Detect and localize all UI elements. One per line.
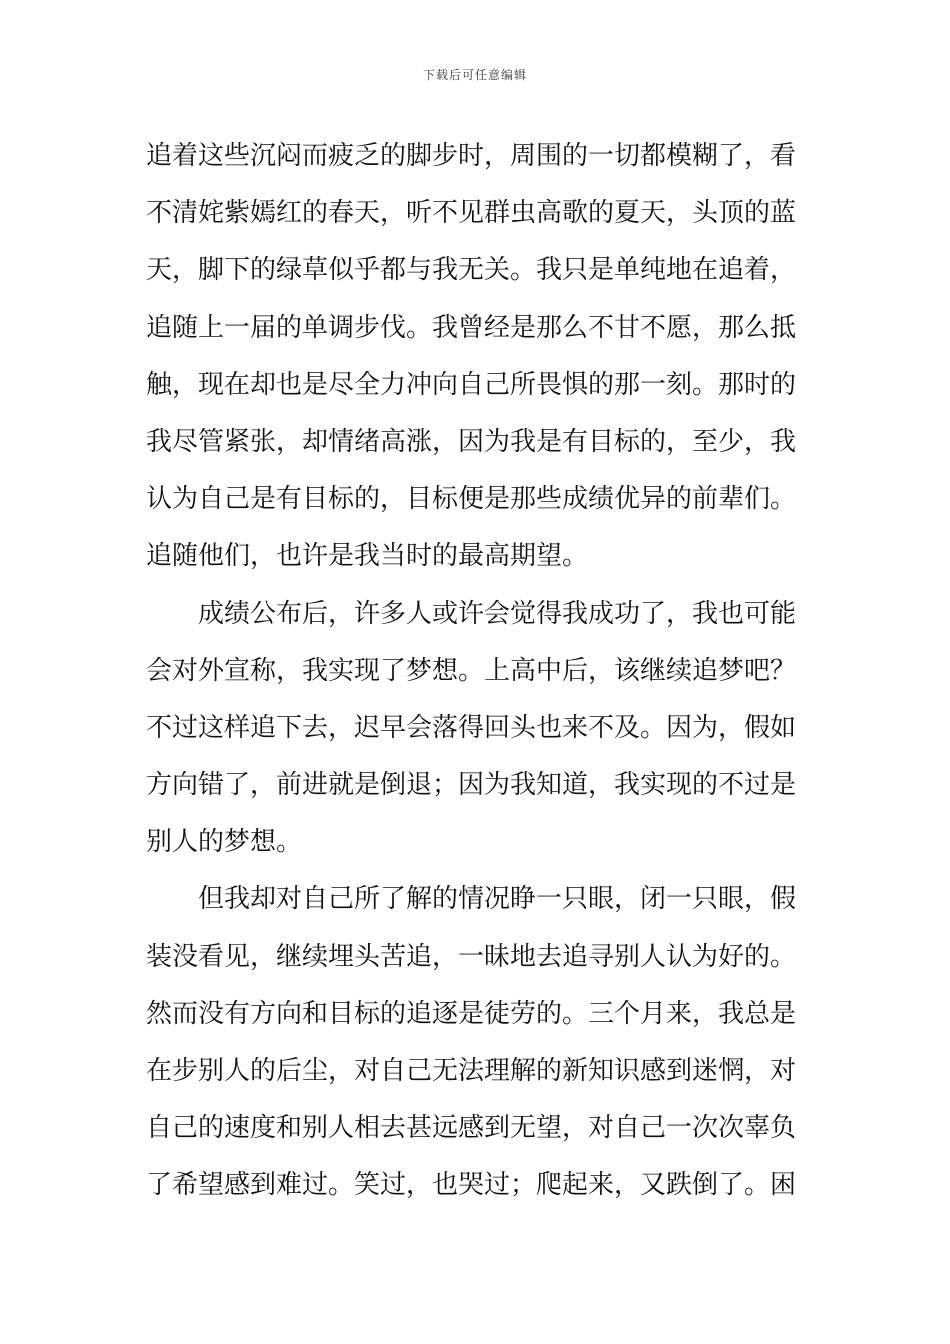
text-line: 触，现在却也是尽全力冲向自己所畏惧的那一刻。那时的 xyxy=(146,369,797,400)
text-line: 自己的速度和别人相去甚远感到无望，对自己一次次辜负 xyxy=(146,1113,797,1144)
page-header: 下载后可任意编辑 xyxy=(422,68,527,82)
text-line: 在步别人的后尘，对自己无法理解的新知识感到迷惘，对 xyxy=(146,1056,797,1086)
text-line: 追着这些沉闷而疲乏的脚步时，周围的一切都模糊了，看 xyxy=(146,141,797,171)
paragraph-1 xyxy=(146,128,806,586)
text-line: 然而没有方向和目标的追逐是徒劳的。三个月来，我总是 xyxy=(146,998,797,1029)
text-line: 不过这样追下去，迟早会落得回头也来不及。因为，假如 xyxy=(146,712,797,743)
text-line: 别人的梦想。 xyxy=(146,827,303,858)
paragraph-3 xyxy=(146,871,806,1214)
text-line: 天，脚下的绿草似乎都与我无关。我只是单纯地在追着， xyxy=(146,255,797,286)
text-line: 装没看见，继续埋头苦追，一昧地去追寻别人认为好的。 xyxy=(146,941,797,972)
text-line: 不清姹紫嫣红的春天，听不见群虫高歌的夏天，头顶的蓝 xyxy=(146,198,797,229)
text-line: 但我却对自己所了解的情况睁一只眼，闭一只眼，假 xyxy=(198,884,797,915)
text-line: 追随上一届的单调步伐。我曾经是那么不甘不愿，那么抵 xyxy=(146,312,797,343)
text-line: 会对外宣称，我实现了梦想。上高中后，该继续追梦吧？ xyxy=(146,655,797,686)
paragraph-2 xyxy=(146,586,806,872)
text-line: 追随他们，也许是我当时的最高期望。 xyxy=(146,541,589,572)
document-body xyxy=(146,128,806,1215)
text-line: 成绩公布后，许多人或许会觉得我成功了，我也可能 xyxy=(198,598,797,629)
text-line: 方向错了，前进就是倒退；因为我知道，我实现的不过是 xyxy=(146,770,797,801)
text-line: 认为自己是有目标的，目标便是那些成绩优异的前辈们。 xyxy=(146,484,797,515)
text-line: 我尽管紧张，却情绪高涨，因为我是有目标的，至少，我 xyxy=(146,426,797,457)
text-line: 了希望感到难过。笑过，也哭过；爬起来，又跌倒了。困 xyxy=(146,1170,797,1201)
